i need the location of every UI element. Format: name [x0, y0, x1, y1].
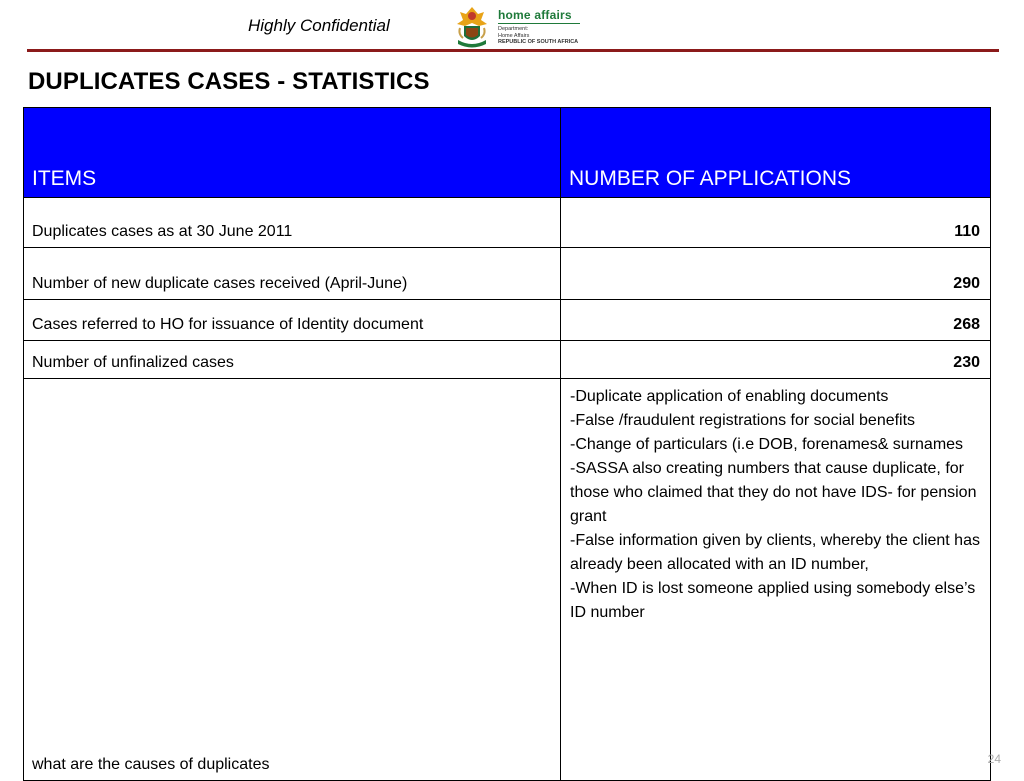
logo-name: home affairs	[498, 8, 572, 22]
statistics-table	[23, 107, 991, 781]
row-value: 290	[561, 248, 991, 300]
table-header-row	[24, 108, 991, 198]
table-row	[24, 248, 991, 300]
cause-item: -False /fraudulent registrations for social benefits	[570, 412, 916, 429]
logo-divider	[498, 23, 580, 24]
home-affairs-logo	[454, 4, 584, 50]
page-number: 24	[987, 752, 1001, 766]
logo-line-1: Department:	[498, 26, 529, 32]
table-row-causes	[24, 379, 991, 781]
causes-label: what are the causes of duplicates	[24, 379, 561, 781]
row-value: 230	[561, 341, 991, 379]
row-item: Duplicates cases as at 30 June 2011	[24, 198, 561, 248]
row-value: 110	[561, 198, 991, 248]
column-header-applications: NUMBER OF APPLICATIONS	[561, 108, 991, 198]
page-title: DUPLICATES CASES - STATISTICS	[28, 68, 430, 95]
row-item: Cases referred to HO for issuance of Identity document	[24, 300, 561, 341]
row-item: Number of new duplicate cases received (April-June)	[24, 248, 561, 300]
confidentiality-label: Highly Confidential	[248, 16, 390, 35]
cause-item: -When ID is lost someone applied using somebody else’s ID number	[570, 580, 976, 621]
cause-item: -SASSA also creating numbers that cause duplicate, for those who claimed that they do not have IDS- for pension grant	[570, 460, 977, 525]
header-rule	[27, 49, 999, 52]
cause-item: -False information given by clients, whereby the client has already been allocated with an ID number,	[570, 532, 980, 573]
cause-item: -Duplicate application of enabling documents	[570, 388, 889, 405]
table-row	[24, 300, 991, 341]
row-item: Number of unfinalized cases	[24, 341, 561, 379]
column-header-items: ITEMS	[24, 108, 561, 198]
logo-line-2: Home Affairs	[498, 32, 530, 39]
logo-line-3: REPUBLIC OF SOUTH AFRICA	[498, 39, 579, 45]
table-row	[24, 341, 991, 379]
cause-item: -Change of particulars (i.e DOB, forenames& surnames	[570, 436, 964, 453]
causes-list	[561, 379, 991, 781]
table-row	[24, 198, 991, 248]
coat-of-arms-icon	[454, 4, 490, 50]
row-value: 268	[561, 300, 991, 341]
